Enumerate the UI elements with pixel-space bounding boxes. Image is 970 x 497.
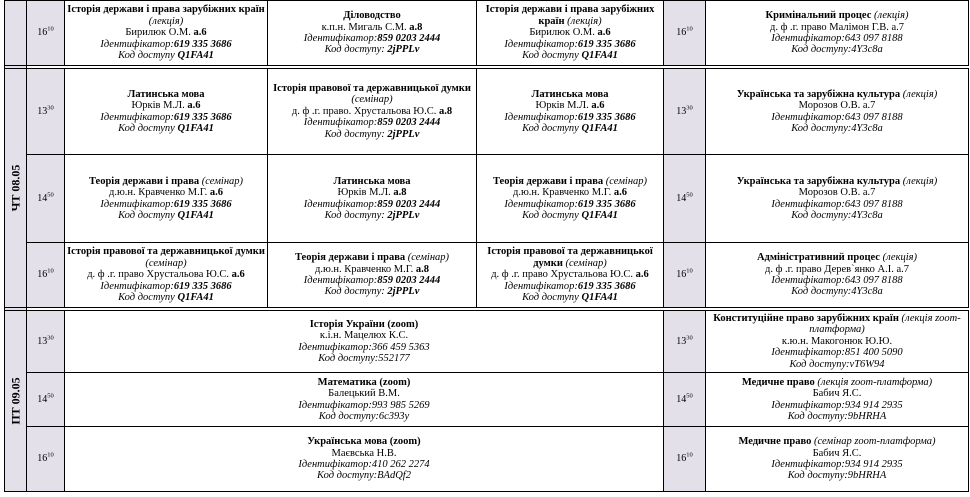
lesson-id: Ідентифікатор:859 0203 2444 bbox=[303, 33, 441, 44]
lesson-title: Історія держави і права зарубіжних країн (лекція) bbox=[485, 4, 655, 27]
day-label-friday: ПТ 09.05 bbox=[5, 311, 27, 492]
time-slot: $16^{10}$ bbox=[664, 243, 706, 308]
lesson-code: Код доступу:4Y3c8a bbox=[791, 209, 883, 221]
lesson-cell bbox=[268, 155, 477, 243]
lesson-cell-wide bbox=[65, 427, 664, 492]
lesson-teacher: д.ю.н. Кравченко М.Г. а.8 bbox=[314, 263, 429, 275]
lesson-teacher: Морозов О.В. а.7 bbox=[798, 187, 876, 199]
lesson-cell bbox=[65, 1, 268, 66]
time-slot: $16^{10}$ bbox=[27, 1, 65, 66]
lesson-id: Ідентифікатор:366 459 5363 bbox=[298, 341, 430, 353]
lesson-teacher: Юрків М.Л. а.8 bbox=[337, 187, 407, 199]
lesson-title: Теорія держави і права (семінар) bbox=[88, 175, 244, 187]
lesson-teacher: Балецький В.М. bbox=[328, 388, 400, 400]
lesson-id: Ідентифікатор:643 097 8188 bbox=[771, 275, 903, 286]
lesson-cell bbox=[268, 243, 477, 308]
lesson-teacher: Юрків М.Л. а.6 bbox=[535, 100, 605, 112]
time-slot: $16^{10}$ bbox=[664, 427, 706, 492]
lesson-code: Код доступу:6c393y bbox=[318, 410, 410, 422]
lesson-teacher: Бирилюк О.М. а.6 bbox=[529, 27, 611, 39]
lesson-id: Ідентифікатор:859 0203 2444 bbox=[303, 198, 441, 210]
lesson-teacher: д. ф .г. право. Хрустальова Ю.С. а.8 bbox=[291, 105, 453, 117]
schedule-table bbox=[4, 0, 969, 492]
lesson-code: Код доступу: 2jPPLv bbox=[324, 286, 420, 298]
lesson-id: Ідентифікатор:619 335 3686 bbox=[504, 198, 636, 210]
lesson-title: Історія правової та державницької думки (семінар) bbox=[273, 82, 471, 106]
lesson-id: Ідентифікатор:934 914 2935 bbox=[771, 459, 903, 470]
lesson-code: Код доступу Q1FA41 bbox=[522, 122, 618, 134]
lesson-id: Ідентифікатор:993 985 5269 bbox=[298, 399, 430, 411]
lesson-title: Кримінальний процес (лекція) bbox=[765, 10, 909, 22]
lesson-code: Код доступу:4Y3c8a bbox=[791, 44, 883, 56]
lesson-title: Історія правової та державницької думки (семінар) bbox=[487, 246, 653, 269]
lesson-cell bbox=[268, 69, 477, 155]
lesson-cell bbox=[477, 1, 664, 66]
time-slot: $14^{50}$ bbox=[27, 155, 65, 243]
lesson-code: Код доступу:4Y3c8a bbox=[791, 122, 883, 134]
lesson-code: Код доступу Q1FA41 bbox=[522, 50, 618, 62]
lesson-title: Українська та зарубіжна культура (лекція) bbox=[736, 175, 938, 187]
lesson-code: Код доступу: 2jPPLv bbox=[324, 209, 420, 221]
lesson-cell-right bbox=[706, 69, 969, 155]
lesson-code: Код доступу:9bHRHA bbox=[787, 470, 887, 482]
lesson-cell-wide bbox=[65, 373, 664, 427]
lesson-code: Код доступу Q1FA41 bbox=[118, 209, 214, 221]
lesson-title: Теорія держави і права (семінар) bbox=[492, 175, 648, 187]
lesson-id: Ідентифікатор:643 097 8188 bbox=[771, 111, 903, 123]
time-slot: $14^{50}$ bbox=[664, 155, 706, 243]
lesson-title: Латинська мова bbox=[531, 88, 609, 100]
lesson-title: Математика (zoom) bbox=[317, 376, 411, 388]
lesson-code: Код доступу:552177 bbox=[318, 352, 410, 364]
day-column bbox=[5, 1, 27, 66]
lesson-cell bbox=[477, 155, 664, 243]
lesson-cell-right bbox=[706, 311, 969, 373]
lesson-cell bbox=[65, 69, 268, 155]
lesson-teacher: к.ю.н. Макогонюк Ю.Ю. bbox=[781, 335, 893, 347]
day-label-thursday: ЧТ 08.05 bbox=[5, 69, 27, 308]
lesson-code: Код доступу:4Y3c8a bbox=[791, 286, 883, 298]
lesson-teacher: д. ф .г. право Малімон Г.В. а.7 bbox=[770, 21, 904, 33]
lesson-teacher: д. ф .г. право Хрустальова Ю.С. а.6 bbox=[87, 269, 245, 281]
time-slot: $13^{30}$ bbox=[27, 69, 65, 155]
lesson-teacher: Юрків М.Л. а.6 bbox=[131, 100, 201, 112]
lesson-teacher: Бирилюк О.М. а.6 bbox=[125, 27, 207, 39]
lesson-cell bbox=[268, 1, 477, 66]
lesson-title: Історія держави і права зарубіжних країн (лекція) bbox=[67, 4, 265, 27]
time-slot: $14^{50}$ bbox=[27, 373, 65, 427]
lesson-code: Код доступу Q1FA41 bbox=[522, 209, 618, 221]
lesson-cell bbox=[477, 243, 664, 308]
lesson-cell bbox=[65, 243, 268, 308]
lesson-teacher: Маєвська Н.В. bbox=[331, 447, 397, 459]
lesson-cell-right bbox=[706, 373, 969, 427]
lesson-title: Діловодство bbox=[343, 10, 401, 22]
lesson-id: Ідентифікатор:643 097 8188 bbox=[771, 198, 903, 210]
lesson-id: Ідентифікатор:619 335 3686 bbox=[100, 280, 232, 292]
lesson-teacher: д.ю.н. Кравченко М.Г. а.6 bbox=[512, 187, 627, 199]
lesson-code: Код доступу: 2jPPLv bbox=[324, 128, 420, 140]
lesson-title: Теорія держави і права (семінар) bbox=[294, 252, 450, 264]
lesson-cell-wide bbox=[65, 311, 664, 373]
lesson-code: Код доступу:9bHRHA bbox=[787, 410, 887, 422]
lesson-code: Код доступу Q1FA41 bbox=[118, 122, 214, 134]
lesson-id: Ідентифікатор:643 097 8188 bbox=[771, 33, 903, 44]
lesson-code: Код доступу Q1FA41 bbox=[118, 292, 214, 304]
lesson-id: Ідентифікатор:851 400 5090 bbox=[771, 347, 903, 359]
lesson-title: Історія правової та державницької думки (семінар) bbox=[67, 246, 265, 269]
lesson-id: Ідентифікатор:619 335 3686 bbox=[504, 280, 636, 292]
lesson-title: Латинська мова bbox=[127, 88, 205, 100]
lesson-title: Українська мова (zoom) bbox=[307, 436, 421, 448]
lesson-id: Ідентифікатор:619 335 3686 bbox=[100, 198, 232, 210]
lesson-title: Медичне право (лекція zoom-платформа) bbox=[741, 376, 933, 388]
time-slot: $16^{10}$ bbox=[664, 1, 706, 66]
time-slot: $16^{10}$ bbox=[27, 427, 65, 492]
lesson-id: Ідентифікатор:410 262 2274 bbox=[298, 459, 430, 470]
lesson-code: Код доступу:BAdQf2 bbox=[317, 470, 411, 482]
lesson-cell-right bbox=[706, 427, 969, 492]
time-slot: $13^{30}$ bbox=[664, 311, 706, 373]
lesson-id: Ідентифікатор:619 335 3686 bbox=[504, 38, 636, 50]
lesson-code: Код доступу Q1FA41 bbox=[118, 50, 214, 62]
lesson-teacher: Бабич Я.С. bbox=[812, 447, 862, 459]
time-slot: $13^{30}$ bbox=[27, 311, 65, 373]
lesson-code: Код доступу: 2jPPLv bbox=[324, 44, 420, 56]
lesson-teacher: д. ф .г. право Дерев`янко А.І. а.7 bbox=[764, 263, 909, 275]
lesson-code: Код доступу:vT6W94 bbox=[789, 358, 885, 370]
lesson-cell-right bbox=[706, 243, 969, 308]
lesson-title: Латинська мова bbox=[333, 175, 411, 187]
lesson-id: Ідентифікатор:619 335 3686 bbox=[100, 38, 232, 50]
lesson-title: Медичне право (семінар zoom-платформа) bbox=[738, 436, 936, 448]
lesson-cell bbox=[477, 69, 664, 155]
lesson-cell-right bbox=[706, 155, 969, 243]
lesson-title: Українська та зарубіжна культура (лекція) bbox=[736, 88, 938, 100]
lesson-teacher: д. ф .г. право Хрустальова Ю.С. а.6 bbox=[491, 269, 649, 281]
lesson-title: Історія України (zoom) bbox=[309, 318, 419, 330]
lesson-teacher: Бабич Я.С. bbox=[812, 388, 862, 400]
lesson-teacher: Морозов О.В. а.7 bbox=[798, 100, 876, 112]
lesson-title: Адміністративний процес (лекція) bbox=[756, 252, 918, 264]
time-slot: $16^{10}$ bbox=[27, 243, 65, 308]
lesson-teacher: к.і.н. Мацелюх К.С. bbox=[319, 330, 409, 342]
lesson-teacher: д.ю.н. Кравченко М.Г. а.6 bbox=[108, 187, 223, 199]
lesson-cell bbox=[65, 155, 268, 243]
lesson-code: Код доступу Q1FA41 bbox=[522, 292, 618, 304]
lesson-id: Ідентифікатор:859 0203 2444 bbox=[303, 275, 441, 286]
lesson-teacher: к.п.н. Мигаль С.М. а.8 bbox=[321, 21, 423, 33]
lesson-id: Ідентифікатор:619 335 3686 bbox=[504, 111, 636, 123]
lesson-cell-right bbox=[706, 1, 969, 66]
lesson-id: Ідентифікатор:619 335 3686 bbox=[100, 111, 232, 123]
time-slot: $13^{30}$ bbox=[664, 69, 706, 155]
lesson-title: Конституційне право зарубіжних країн (лекція zoom-платформа) bbox=[713, 312, 961, 336]
lesson-id: Ідентифікатор:934 914 2935 bbox=[771, 399, 903, 411]
lesson-id: Ідентифікатор:859 0203 2444 bbox=[303, 117, 441, 129]
time-slot: $14^{50}$ bbox=[664, 373, 706, 427]
